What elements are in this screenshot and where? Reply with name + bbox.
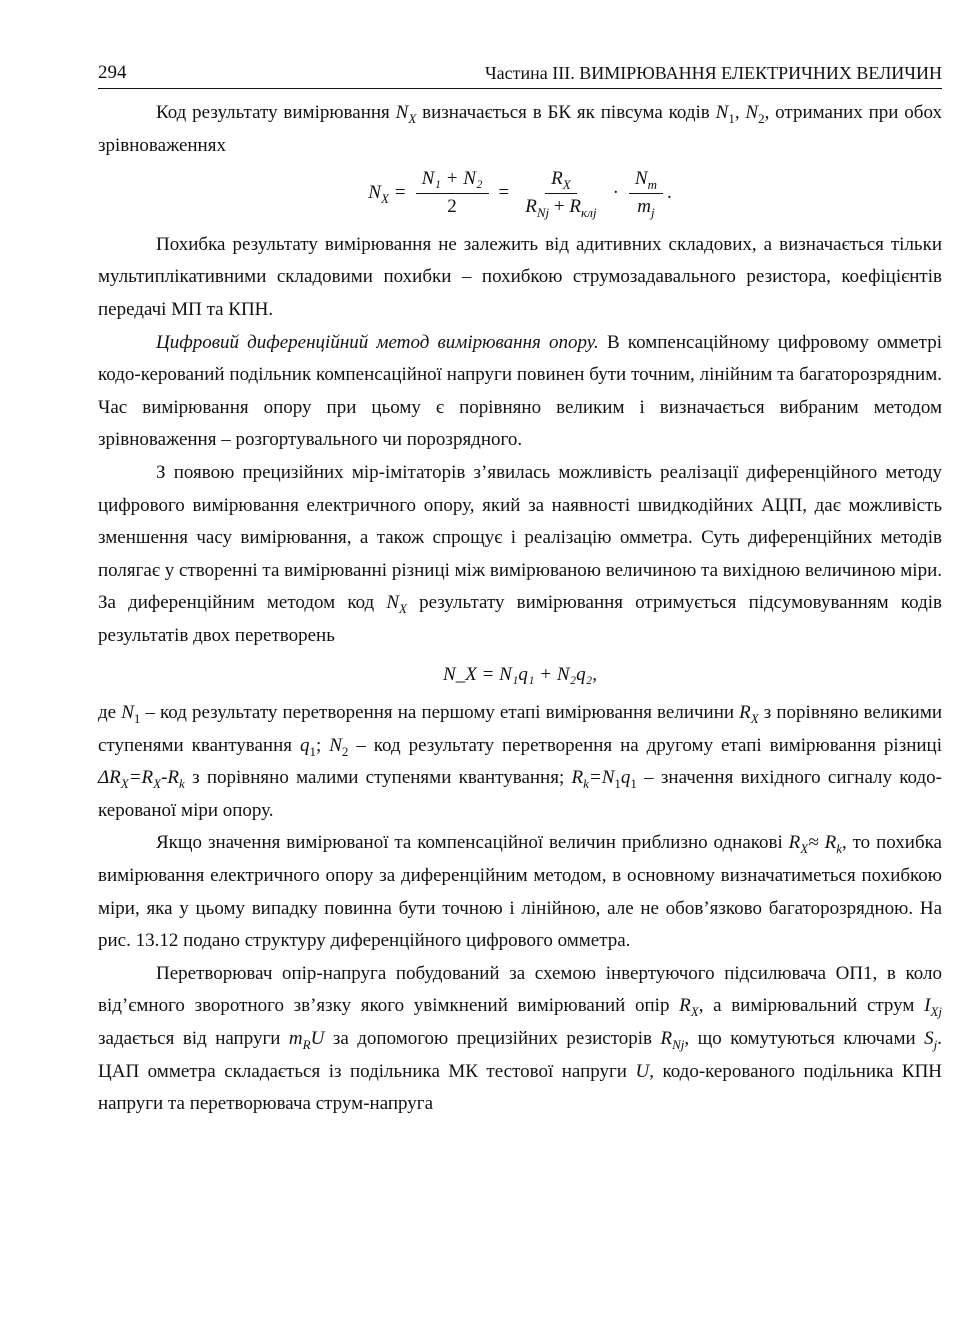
paragraph-5: де $N_1$ – код результату перетворення на першому етапі вимірювання величини $R_X$ з порівняно великими ступенями квантування $q_1$; $N_2$ – код результату перетворення на другому етапі вимірювання різниці $\Delta R_X=R_X-R_k$ з порівняно малими ступенями квантування; $R_k=N_1q_1$ – значення вихідного сигналу кодо-керованої міри опору. (98, 702, 943, 821)
page (98, 60, 942, 1121)
formula-nx-halfsum: $N_X$ = $\frac{\text{N₁ + N₂}}{2}$ = $\frac{R_X}{R_{Nj} + R_{клj}}$ · $\frac{N_m}{m_j}$ . (368, 168, 672, 220)
running-header (98, 60, 942, 89)
paragraph-4: З появою прецизійних мір-імітаторів з’явилась можливість реалізації диференційного методу цифрового вимірювання електричного опору, який за наявності швидкодійних АЦП, дає можливість зменшення часу вимірювання, а також спрощує і реалізацію омметра. Суть диференційних методів полягає у створенні та вимірюванні різниці між вимірюваною величиною та вихідною величиною міри. За диференційним методом код $N_X$ результату вимірювання отримується підсумовуванням кодів результатів двох перетворень (98, 461, 942, 646)
page-number: 294 (98, 62, 127, 83)
paragraph-6: Якщо значення вимірюваної та компенсаційної величин приблизно однакові $R_X\approx R_k$, то похибка вимірювання електричного опору за диференційним методом, в основному визначатиметься похибкою міри, яка у цьому випадку повинна бути точною і лінійною, але не обов’язково багаторозрядною. На рис. 13.12 подано структуру диференційного цифрового омметра. (98, 832, 942, 952)
paragraph-7: Перетворювач опір-напруга побудований за схемою інвертуючого підсилювача ОП1, в коло від’ємного зворотного зв’язку якого увімкнений вимірюваний опір $R_X$, а вимірювальний струм $I_{Xj}$ задається від напруги $m_RU$ за допомогою прецизійних резисторів $R_{Nj}$, що комутуються ключами $S_j$. ЦАП омметра складається із подільника МК тестової напруги U, кодо-керованого подільника КПН напруги та перетворювача струм-напруга (98, 962, 943, 1115)
section-title: Цифровий диференційний метод вимірювання опору. (156, 331, 599, 353)
running-title: Частина III. ВИМІРЮВАННЯ ЕЛЕКТРИЧНИХ ВЕЛИЧИН (484, 63, 942, 83)
formula-nx-sum: N_X = N₁q₁ + N₂q₂, (443, 663, 597, 685)
paragraph-3: Цифровий диференційний метод вимірювання опору. В компенсаційному цифровому омметрі кодо-керований подільник компенсаційної напруги повинен бути точним, лінійним та багаторозрядним. Час вимірювання опору при цьому є порівняно великим і визначається вибраним методом зрівноваження – розгортувального чи порозрядного. (98, 331, 942, 451)
paragraph-1: Код результату вимірювання $N_X$ визначається в БК як півсума кодів $N_1$, $N_2$, отриманих при обох зрівноваженнях (98, 102, 942, 156)
paragraph-2: Похибка результату вимірювання не залежить від адитивних складових, а визначається тільки мультиплікативними складовими похибки – похибкою струмозадавального резистора, коефіцієнтів передачі МП та КПН. (98, 233, 942, 320)
